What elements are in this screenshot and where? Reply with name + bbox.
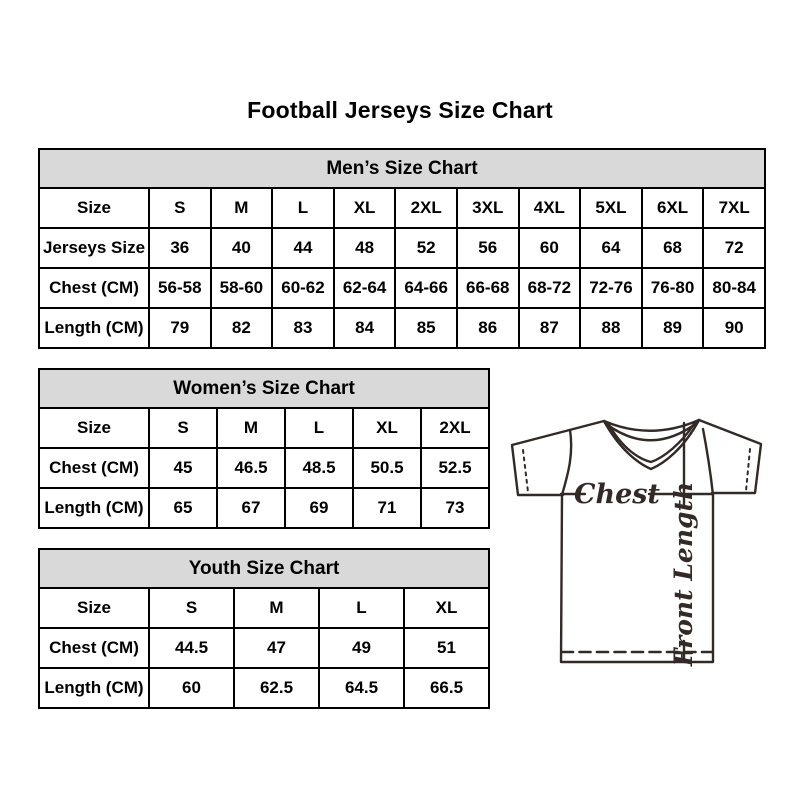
value-cell: 80-84 (703, 268, 765, 308)
value-cell: 52 (395, 228, 457, 268)
table-row (39, 228, 765, 268)
value-cell: M (234, 588, 319, 628)
value-cell: 2XL (421, 408, 489, 448)
value-cell: XL (334, 188, 396, 228)
row-label: Size (39, 408, 149, 448)
womens-size-table (38, 368, 490, 529)
jersey-diagram (498, 396, 782, 692)
row-label: Length (CM) (39, 488, 149, 528)
value-cell: 85 (395, 308, 457, 348)
value-cell: 44.5 (149, 628, 234, 668)
value-cell: 68 (642, 228, 704, 268)
value-cell: 90 (703, 308, 765, 348)
value-cell: 65 (149, 488, 217, 528)
value-cell: XL (353, 408, 421, 448)
table-row (39, 308, 765, 348)
value-cell: 2XL (395, 188, 457, 228)
value-cell: 50.5 (353, 448, 421, 488)
value-cell: 86 (457, 308, 519, 348)
value-cell: 72-76 (580, 268, 642, 308)
value-cell: 46.5 (217, 448, 285, 488)
row-label: Chest (CM) (39, 268, 149, 308)
jersey-outline-icon (498, 396, 782, 692)
value-cell: 36 (149, 228, 211, 268)
value-cell: 84 (334, 308, 396, 348)
chest-label: Chest (574, 479, 660, 510)
value-cell: 47 (234, 628, 319, 668)
value-cell: 60 (149, 668, 234, 708)
value-cell: 87 (519, 308, 581, 348)
value-cell: 64.5 (319, 668, 404, 708)
table-title: Women’s Size Chart (39, 369, 489, 408)
value-cell: 40 (211, 228, 273, 268)
value-cell: L (272, 188, 334, 228)
table-row (39, 588, 489, 628)
value-cell: 79 (149, 308, 211, 348)
value-cell: 60-62 (272, 268, 334, 308)
value-cell: 66.5 (404, 668, 489, 708)
row-label: Size (39, 588, 149, 628)
table-row (39, 268, 765, 308)
value-cell: M (211, 188, 273, 228)
value-cell: 64-66 (395, 268, 457, 308)
value-cell: 71 (353, 488, 421, 528)
table-title: Youth Size Chart (39, 549, 489, 588)
value-cell: 72 (703, 228, 765, 268)
value-cell: 60 (519, 228, 581, 268)
value-cell: 56-58 (149, 268, 211, 308)
row-label: Jerseys Size (39, 228, 149, 268)
table-row (39, 448, 489, 488)
value-cell: 44 (272, 228, 334, 268)
value-cell: 89 (642, 308, 704, 348)
value-cell: 48 (334, 228, 396, 268)
value-cell: XL (404, 588, 489, 628)
value-cell: 51 (404, 628, 489, 668)
table-title-row (39, 549, 489, 588)
row-label: Length (CM) (39, 308, 149, 348)
value-cell: 4XL (519, 188, 581, 228)
value-cell: 3XL (457, 188, 519, 228)
value-cell: L (319, 588, 404, 628)
value-cell: 48.5 (285, 448, 353, 488)
value-cell: 62.5 (234, 668, 319, 708)
value-cell: 83 (272, 308, 334, 348)
table-title-row (39, 369, 489, 408)
row-label: Length (CM) (39, 668, 149, 708)
table-title: Men’s Size Chart (39, 149, 765, 188)
youth-size-table (38, 548, 490, 709)
value-cell: 62-64 (334, 268, 396, 308)
value-cell: 45 (149, 448, 217, 488)
value-cell: S (149, 188, 211, 228)
value-cell: M (217, 408, 285, 448)
value-cell: 88 (580, 308, 642, 348)
table-row (39, 628, 489, 668)
value-cell: 67 (217, 488, 285, 528)
value-cell: 76-80 (642, 268, 704, 308)
value-cell: L (285, 408, 353, 448)
row-label: Size (39, 188, 149, 228)
page-title: Football Jerseys Size Chart (247, 97, 553, 123)
value-cell: 52.5 (421, 448, 489, 488)
value-cell: 64 (580, 228, 642, 268)
value-cell: 58-60 (211, 268, 273, 308)
value-cell: 69 (285, 488, 353, 528)
value-cell: 68-72 (519, 268, 581, 308)
front-length-label: Front Length (669, 481, 698, 667)
table-row (39, 668, 489, 708)
table-row (39, 188, 765, 228)
value-cell: 7XL (703, 188, 765, 228)
table-title-row (39, 149, 765, 188)
table-row (39, 408, 489, 448)
value-cell: 82 (211, 308, 273, 348)
table-row (39, 488, 489, 528)
mens-size-table (38, 148, 766, 349)
value-cell: 5XL (580, 188, 642, 228)
value-cell: 56 (457, 228, 519, 268)
value-cell: 66-68 (457, 268, 519, 308)
value-cell: S (149, 588, 234, 628)
row-label: Chest (CM) (39, 628, 149, 668)
value-cell: 6XL (642, 188, 704, 228)
value-cell: 73 (421, 488, 489, 528)
value-cell: S (149, 408, 217, 448)
value-cell: 49 (319, 628, 404, 668)
row-label: Chest (CM) (39, 448, 149, 488)
